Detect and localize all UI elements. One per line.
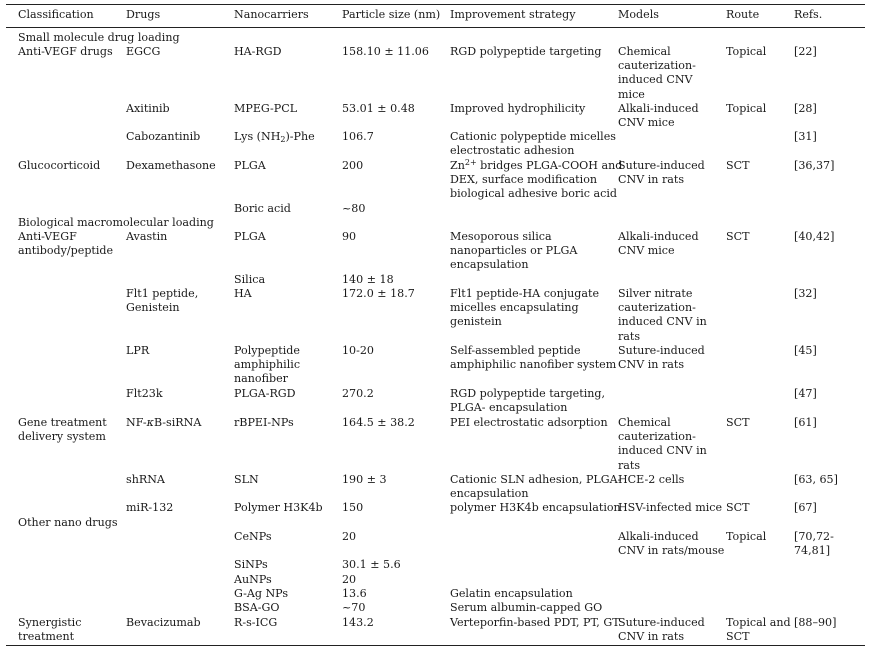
- cell-model: Suture-induced CNV in rats: [618, 159, 705, 187]
- cell-refs: [32]: [794, 287, 817, 300]
- cell-route: Topical: [726, 102, 767, 115]
- table-header-rule: [6, 27, 865, 28]
- cell-particle-size: 20: [342, 573, 357, 586]
- cell-particle-size: 164.5 ± 38.2: [342, 416, 415, 429]
- cell-model: Chemical cauterization- induced CNV mice: [618, 45, 696, 101]
- header-route: Route: [726, 8, 760, 21]
- cell-refs: [61]: [794, 416, 817, 429]
- header-improvement-strategy: Improvement strategy: [450, 8, 576, 21]
- cell-nanocarrier: R-s-ICG: [234, 616, 278, 629]
- cell-nanocarrier: CeNPs: [234, 530, 272, 543]
- cell-strategy: polymer H3K4b encapsulation: [450, 501, 621, 514]
- cell-drug: Avastin: [126, 230, 168, 243]
- cell-strategy: Improved hydrophilicity: [450, 102, 586, 115]
- header-drugs: Drugs: [126, 8, 161, 21]
- cell-particle-size: 140 ± 18: [342, 273, 394, 286]
- cell-particle-size: 143.2: [342, 616, 374, 629]
- cell-drug: miR-132: [126, 501, 174, 514]
- cell-model: Alkali-induced CNV mice: [618, 230, 699, 258]
- cell-strategy: Verteporfin-based PDT, PT, GT: [450, 616, 620, 629]
- cell-refs: [28]: [794, 102, 817, 115]
- cell-refs: [36,37]: [794, 159, 835, 172]
- cell-model: HSV-infected mice: [618, 501, 723, 514]
- cell-particle-size: 30.1 ± 5.6: [342, 558, 401, 571]
- cell-nanocarrier: G-Ag NPs: [234, 587, 289, 600]
- header-nanocarriers: Nanocarriers: [234, 8, 309, 21]
- cell-route: SCT: [726, 501, 750, 514]
- cell-model: Alkali-induced CNV in rats/mouse: [618, 530, 725, 558]
- cell-particle-size: 106.7: [342, 130, 374, 143]
- header-classification: Classification: [18, 8, 94, 21]
- header-models: Models: [618, 8, 659, 21]
- cell-nanocarrier: Polypeptide amphiphilic nanofiber: [234, 344, 301, 386]
- cell-nanocarrier: MPEG-PCL: [234, 102, 298, 115]
- cell-strategy: Cationic SLN adhesion, PLGA- encapsulation: [450, 473, 622, 501]
- cell-classification: Anti-VEGF antibody/peptide: [18, 230, 114, 258]
- cell-nanocarrier: AuNPs: [234, 573, 272, 586]
- cell-particle-size: ~80: [342, 202, 366, 215]
- cell-particle-size: 190 ± 3: [342, 473, 387, 486]
- cell-nanocarrier: Boric acid: [234, 202, 291, 215]
- cell-drug: NF-κB-siRNA: [126, 416, 202, 429]
- cell-nanocarrier: SLN: [234, 473, 259, 486]
- cell-model: Suture-induced CNV in rats: [618, 616, 705, 644]
- cell-particle-size: 150: [342, 501, 364, 514]
- cell-nanocarrier: Silica: [234, 273, 266, 286]
- cell-strategy: Cationic polypeptide micelles electrostatic adhesion: [450, 130, 616, 158]
- cell-refs: [22]: [794, 45, 817, 58]
- cell-particle-size: 53.01 ± 0.48: [342, 102, 415, 115]
- cell-strategy: Gelatin encapsulation: [450, 587, 573, 600]
- cell-model: HCE-2 cells: [618, 473, 685, 486]
- cell-strategy: $Zn^{2+}$ bridges PLGA-COOH and DEX, surface modification biological adhesive boric acid: [450, 158, 623, 201]
- cell-particle-size: 270.2: [342, 387, 374, 400]
- header-particle-size: Particle size (nm): [342, 8, 441, 21]
- cell-route: Topical: [726, 45, 767, 58]
- cell-classification: Other nano drugs: [18, 516, 118, 529]
- cell-nanocarrier: Lys $(NH_2)$-Phe: [234, 130, 315, 144]
- cell-classification: Anti-VEGF drugs: [18, 45, 113, 58]
- cell-strategy: PEI electrostatic adsorption: [450, 416, 608, 429]
- cell-particle-size: ~70: [342, 601, 366, 614]
- cell-route: SCT: [726, 159, 750, 172]
- cell-particle-size: 20: [342, 530, 357, 543]
- cell-refs: [63, 65]: [794, 473, 838, 486]
- cell-nanocarrier: PLGA: [234, 159, 266, 172]
- cell-drug: EGCG: [126, 45, 161, 58]
- cell-nanocarrier: BSA-GO: [234, 601, 280, 614]
- cell-model: Suture-induced CNV in rats: [618, 344, 705, 372]
- cell-strategy: Flt1 peptide-HA conjugate micelles encapsulating genistein: [450, 287, 600, 329]
- cell-refs: [45]: [794, 344, 817, 357]
- cell-drug: Bevacizumab: [126, 616, 201, 629]
- cell-drug: LPR: [126, 344, 150, 357]
- cell-nanocarrier: rBPEI-NPs: [234, 416, 294, 429]
- cell-refs: [88–90]: [794, 616, 837, 629]
- cell-route: Topical and SCT: [726, 616, 791, 644]
- table-top-rule: [6, 4, 865, 5]
- cell-refs: [40,42]: [794, 230, 835, 243]
- header-refs: Refs.: [794, 8, 823, 21]
- cell-drug: Dexamethasone: [126, 159, 216, 172]
- cell-particle-size: 172.0 ± 18.7: [342, 287, 415, 300]
- section-heading-biological: Biological macromolecular loading: [18, 216, 214, 229]
- cell-classification: Gene treatment delivery system: [18, 416, 107, 444]
- table-bottom-rule: [6, 645, 865, 646]
- cell-nanocarrier: SiNPs: [234, 558, 268, 571]
- cell-particle-size: 10-20: [342, 344, 374, 357]
- cell-route: SCT: [726, 416, 750, 429]
- cell-model: Silver nitrate cauterization- induced CNV in rats: [618, 287, 707, 343]
- cell-particle-size: 90: [342, 230, 357, 243]
- cell-drug: Flt1 peptide, Genistein: [126, 287, 199, 315]
- cell-refs: [67]: [794, 501, 817, 514]
- cell-nanocarrier: HA: [234, 287, 252, 300]
- cell-nanocarrier: Polymer H3K4b: [234, 501, 323, 514]
- cell-refs: [47]: [794, 387, 817, 400]
- cell-model: Alkali-induced CNV mice: [618, 102, 699, 130]
- cell-drug: shRNA: [126, 473, 165, 486]
- cell-particle-size: 158.10 ± 11.06: [342, 45, 429, 58]
- cell-nanocarrier: HA-RGD: [234, 45, 282, 58]
- cell-drug: Flt23k: [126, 387, 163, 400]
- cell-route: Topical: [726, 530, 767, 543]
- cell-refs: [70,72- 74,81]: [794, 530, 834, 558]
- cell-model: Chemical cauterization- induced CNV in rats: [618, 416, 707, 472]
- cell-drug: Cabozantinib: [126, 130, 201, 143]
- cell-strategy: Mesoporous silica nanoparticles or PLGA encapsulation: [450, 230, 578, 272]
- cell-classification: Glucocorticoid: [18, 159, 101, 172]
- cell-strategy: Self-assembled peptide amphiphilic nanofiber system: [450, 344, 617, 372]
- cell-drug: Axitinib: [126, 102, 170, 115]
- cell-refs: [31]: [794, 130, 817, 143]
- cell-particle-size: 13.6: [342, 587, 367, 600]
- cell-route: SCT: [726, 230, 750, 243]
- cell-strategy: RGD polypeptide targeting, PLGA- encapsulation: [450, 387, 606, 415]
- cell-strategy: RGD polypeptide targeting: [450, 45, 602, 58]
- cell-strategy: Serum albumin-capped GO: [450, 601, 603, 614]
- section-heading-small-molecule: Small molecule drug loading: [18, 31, 180, 44]
- cell-nanocarrier: PLGA-RGD: [234, 387, 296, 400]
- cell-classification: Synergistic treatment: [18, 616, 82, 644]
- cell-nanocarrier: PLGA: [234, 230, 266, 243]
- cell-particle-size: 200: [342, 159, 364, 172]
